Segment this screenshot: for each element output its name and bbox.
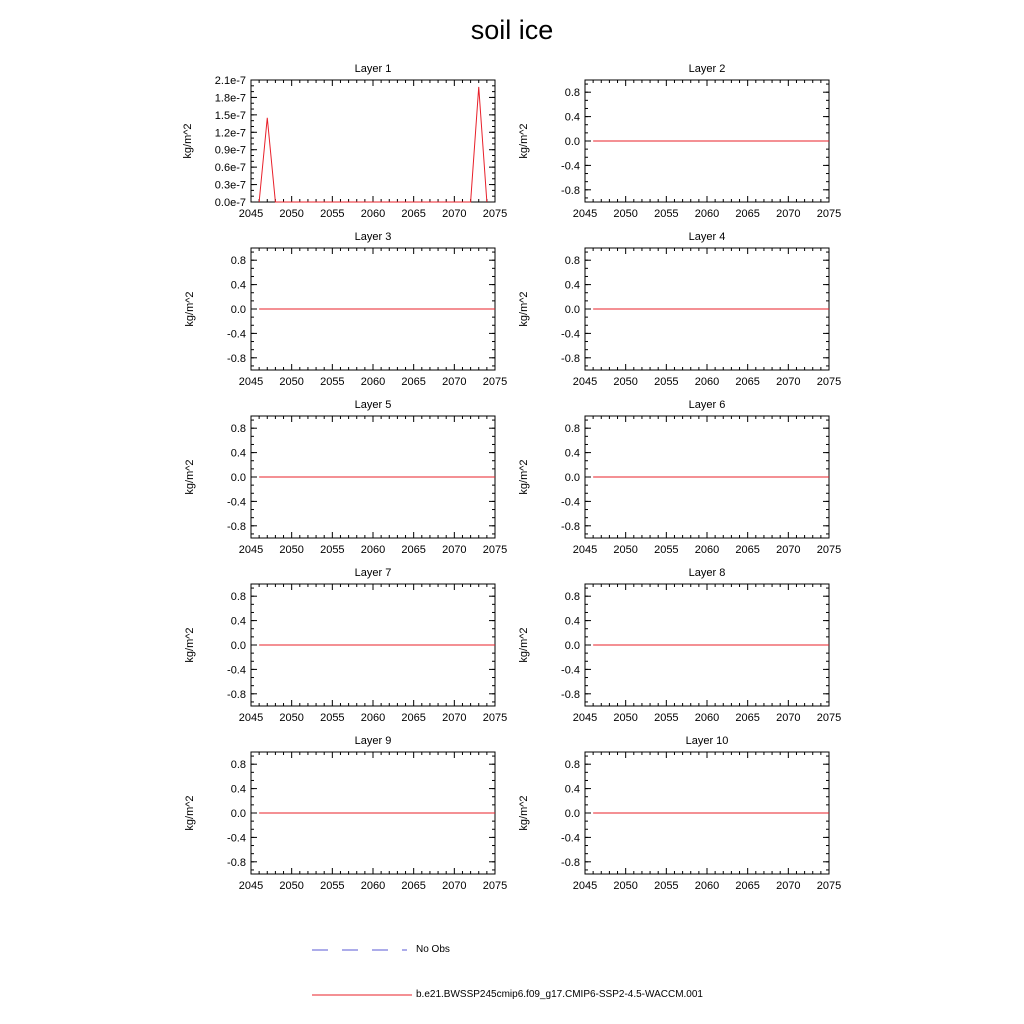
y-tick-label: -0.8 — [561, 520, 580, 533]
x-tick-label: 2065 — [735, 208, 760, 220]
x-tick-label: 2060 — [694, 376, 720, 388]
panel-title: Layer 6 — [688, 399, 726, 411]
x-tick-label: 2045 — [238, 712, 264, 724]
series-line — [259, 87, 487, 202]
y-tick-label: -0.8 — [561, 352, 580, 365]
y-tick-label: 0.8 — [230, 591, 246, 604]
x-tick-label: 2075 — [482, 208, 508, 220]
y-tick-label: -0.4 — [561, 160, 580, 173]
x-tick-label: 2065 — [401, 880, 426, 892]
y-axis-label: kg/m^2 — [184, 795, 196, 831]
x-tick-label: 2060 — [360, 208, 386, 220]
x-tick-label: 2070 — [776, 712, 801, 724]
x-tick-label: 2055 — [320, 544, 345, 556]
y-axis-label: kg/m^2 — [518, 123, 530, 159]
y-tick-label: 0.4 — [230, 615, 246, 628]
x-tick-label: 2075 — [816, 712, 842, 724]
y-tick-label: -0.8 — [227, 520, 246, 533]
panel-layer-4 — [518, 231, 841, 388]
y-tick-label: 0.6e-7 — [214, 162, 246, 175]
x-tick-label: 2075 — [816, 544, 842, 556]
y-tick-label: 0.0 — [230, 808, 246, 820]
y-tick-label: 0.4 — [564, 279, 580, 292]
x-tick-label: 2050 — [613, 544, 638, 556]
y-tick-label: -0.4 — [561, 832, 580, 845]
x-tick-label: 2050 — [279, 544, 304, 556]
x-tick-label: 2070 — [776, 880, 801, 892]
legend-swatch-obs — [312, 943, 407, 957]
y-tick-label: 0.4 — [564, 447, 580, 460]
y-tick-label: -0.4 — [227, 664, 246, 677]
y-tick-label: 0.0 — [564, 136, 580, 148]
legend-label-obs: No Obs — [416, 944, 450, 955]
y-tick-label: -0.4 — [227, 496, 246, 509]
y-tick-label: 0.9e-7 — [214, 144, 246, 157]
panel-layer-2 — [518, 63, 841, 220]
x-tick-label: 2060 — [694, 208, 720, 220]
legend-swatch-model — [312, 988, 412, 1002]
plot-frame — [251, 80, 495, 202]
y-tick-label: 0.8 — [564, 591, 580, 604]
x-tick-label: 2070 — [442, 880, 467, 892]
y-tick-label: 0.8 — [564, 87, 580, 100]
x-tick-label: 2050 — [279, 208, 304, 220]
panel-layer-7 — [184, 567, 507, 724]
panel-title: Layer 3 — [354, 231, 392, 243]
panel-title: Layer 1 — [354, 63, 392, 75]
x-tick-label: 2045 — [572, 376, 598, 388]
x-tick-label: 2075 — [482, 712, 508, 724]
y-tick-label: -0.4 — [561, 328, 580, 341]
y-tick-label: 0.8 — [230, 255, 246, 268]
x-tick-label: 2060 — [360, 712, 386, 724]
panel-title: Layer 2 — [688, 63, 726, 75]
x-tick-label: 2045 — [572, 712, 598, 724]
x-tick-label: 2065 — [401, 544, 426, 556]
x-tick-label: 2050 — [279, 376, 304, 388]
y-tick-label: -0.4 — [227, 832, 246, 845]
x-tick-label: 2050 — [613, 376, 638, 388]
y-tick-label: 0.0 — [230, 640, 246, 652]
y-tick-label: -0.8 — [561, 688, 580, 701]
x-tick-label: 2055 — [320, 376, 345, 388]
x-tick-label: 2060 — [694, 544, 720, 556]
x-tick-label: 2050 — [613, 880, 638, 892]
y-tick-label: 0.0 — [230, 472, 246, 484]
x-tick-label: 2070 — [442, 544, 467, 556]
y-tick-label: 0.0 — [564, 808, 580, 820]
y-tick-label: 0.8 — [564, 423, 580, 436]
x-tick-label: 2075 — [816, 880, 842, 892]
x-tick-label: 2065 — [735, 712, 760, 724]
y-tick-label: -0.4 — [561, 496, 580, 509]
x-tick-label: 2045 — [238, 880, 264, 892]
y-tick-label: -0.8 — [227, 856, 246, 869]
x-tick-label: 2045 — [238, 544, 264, 556]
x-tick-label: 2070 — [442, 376, 467, 388]
x-tick-label: 2070 — [776, 376, 801, 388]
y-tick-label: 0.4 — [230, 279, 246, 292]
y-tick-label: 0.4 — [564, 783, 580, 796]
panel-title: Layer 9 — [354, 735, 392, 747]
x-tick-label: 2055 — [654, 712, 679, 724]
y-tick-label: 0.8 — [564, 255, 580, 268]
y-tick-label: 1.5e-7 — [214, 109, 246, 122]
panel-title: Layer 5 — [354, 399, 392, 411]
x-tick-label: 2045 — [572, 880, 598, 892]
x-tick-label: 2075 — [482, 880, 508, 892]
x-tick-label: 2070 — [776, 544, 801, 556]
panel-layer-6 — [518, 399, 841, 556]
y-axis-label: kg/m^2 — [518, 291, 530, 327]
x-tick-label: 2045 — [238, 376, 264, 388]
y-tick-label: -0.8 — [561, 856, 580, 869]
y-axis-label: kg/m^2 — [518, 795, 530, 831]
panel-title: Layer 10 — [685, 735, 729, 747]
y-tick-label: -0.8 — [561, 184, 580, 197]
panel-title: Layer 7 — [354, 567, 392, 579]
x-tick-label: 2060 — [694, 880, 720, 892]
x-tick-label: 2065 — [401, 712, 426, 724]
y-axis-label: kg/m^2 — [184, 627, 196, 663]
panel-title: Layer 8 — [688, 567, 726, 579]
y-tick-label: 0.8 — [230, 759, 246, 772]
x-tick-label: 2065 — [401, 208, 426, 220]
y-tick-label: 0.3e-7 — [214, 179, 246, 192]
panel-layer-5 — [184, 399, 507, 556]
x-tick-label: 2075 — [482, 376, 508, 388]
panel-layer-8 — [518, 567, 841, 724]
x-tick-label: 2060 — [360, 880, 386, 892]
x-tick-label: 2065 — [735, 544, 760, 556]
x-tick-label: 2065 — [735, 376, 760, 388]
x-tick-label: 2045 — [572, 544, 598, 556]
x-tick-label: 2055 — [654, 544, 679, 556]
x-tick-label: 2055 — [654, 880, 679, 892]
y-tick-label: 0.0 — [564, 304, 580, 316]
y-axis-label: kg/m^2 — [184, 459, 196, 495]
x-tick-label: 2055 — [320, 208, 345, 220]
y-axis-label: kg/m^2 — [518, 627, 530, 663]
x-tick-label: 2055 — [320, 880, 345, 892]
x-tick-label: 2055 — [654, 376, 679, 388]
x-tick-label: 2055 — [654, 208, 679, 220]
y-tick-label: 0.4 — [230, 783, 246, 796]
x-tick-label: 2070 — [776, 208, 801, 220]
x-tick-label: 2060 — [360, 376, 386, 388]
x-tick-label: 2050 — [613, 208, 638, 220]
y-tick-label: 0.0e-7 — [214, 197, 246, 209]
y-axis-label: kg/m^2 — [518, 459, 530, 495]
panel-layer-10 — [518, 735, 841, 892]
legend-entry-obs — [312, 943, 512, 957]
y-axis-label: kg/m^2 — [182, 123, 194, 159]
legend-label-model: b.e21.BWSSP245cmip6.f09_g17.CMIP6-SSP2-4.5-WACCM.001 — [416, 989, 703, 1000]
y-tick-label: 0.4 — [564, 615, 580, 628]
panel-layer-9 — [184, 735, 507, 892]
x-tick-label: 2075 — [816, 208, 842, 220]
x-tick-label: 2050 — [279, 880, 304, 892]
y-tick-label: 0.0 — [230, 304, 246, 316]
x-tick-label: 2060 — [360, 544, 386, 556]
y-tick-label: 1.2e-7 — [214, 127, 246, 140]
figure-title: soil ice — [470, 15, 554, 45]
x-tick-label: 2075 — [816, 376, 842, 388]
panel-layer-3 — [184, 231, 507, 388]
legend-entry-model — [312, 988, 732, 1002]
y-tick-label: 0.4 — [230, 447, 246, 460]
y-tick-label: -0.8 — [227, 688, 246, 701]
y-axis-label: kg/m^2 — [184, 291, 196, 327]
y-tick-label: 0.8 — [230, 423, 246, 436]
y-tick-label: 1.8e-7 — [214, 92, 246, 105]
y-tick-label: 0.4 — [564, 111, 580, 124]
y-tick-label: 0.8 — [564, 759, 580, 772]
x-tick-label: 2065 — [735, 880, 760, 892]
panel-title: Layer 4 — [688, 231, 726, 243]
panel-layer-1 — [182, 63, 507, 220]
y-tick-label: -0.4 — [227, 328, 246, 341]
x-tick-label: 2045 — [238, 208, 264, 220]
x-tick-label: 2060 — [694, 712, 720, 724]
y-tick-label: 2.1e-7 — [214, 75, 246, 87]
y-tick-label: -0.4 — [561, 664, 580, 677]
x-tick-label: 2055 — [320, 712, 345, 724]
y-tick-label: 0.0 — [564, 472, 580, 484]
x-tick-label: 2050 — [613, 712, 638, 724]
x-tick-label: 2050 — [279, 712, 304, 724]
y-tick-label: -0.8 — [227, 352, 246, 365]
x-tick-label: 2070 — [442, 712, 467, 724]
x-tick-label: 2070 — [442, 208, 467, 220]
x-tick-label: 2045 — [572, 208, 598, 220]
y-tick-label: 0.0 — [564, 640, 580, 652]
x-tick-label: 2065 — [401, 376, 426, 388]
x-tick-label: 2075 — [482, 544, 508, 556]
